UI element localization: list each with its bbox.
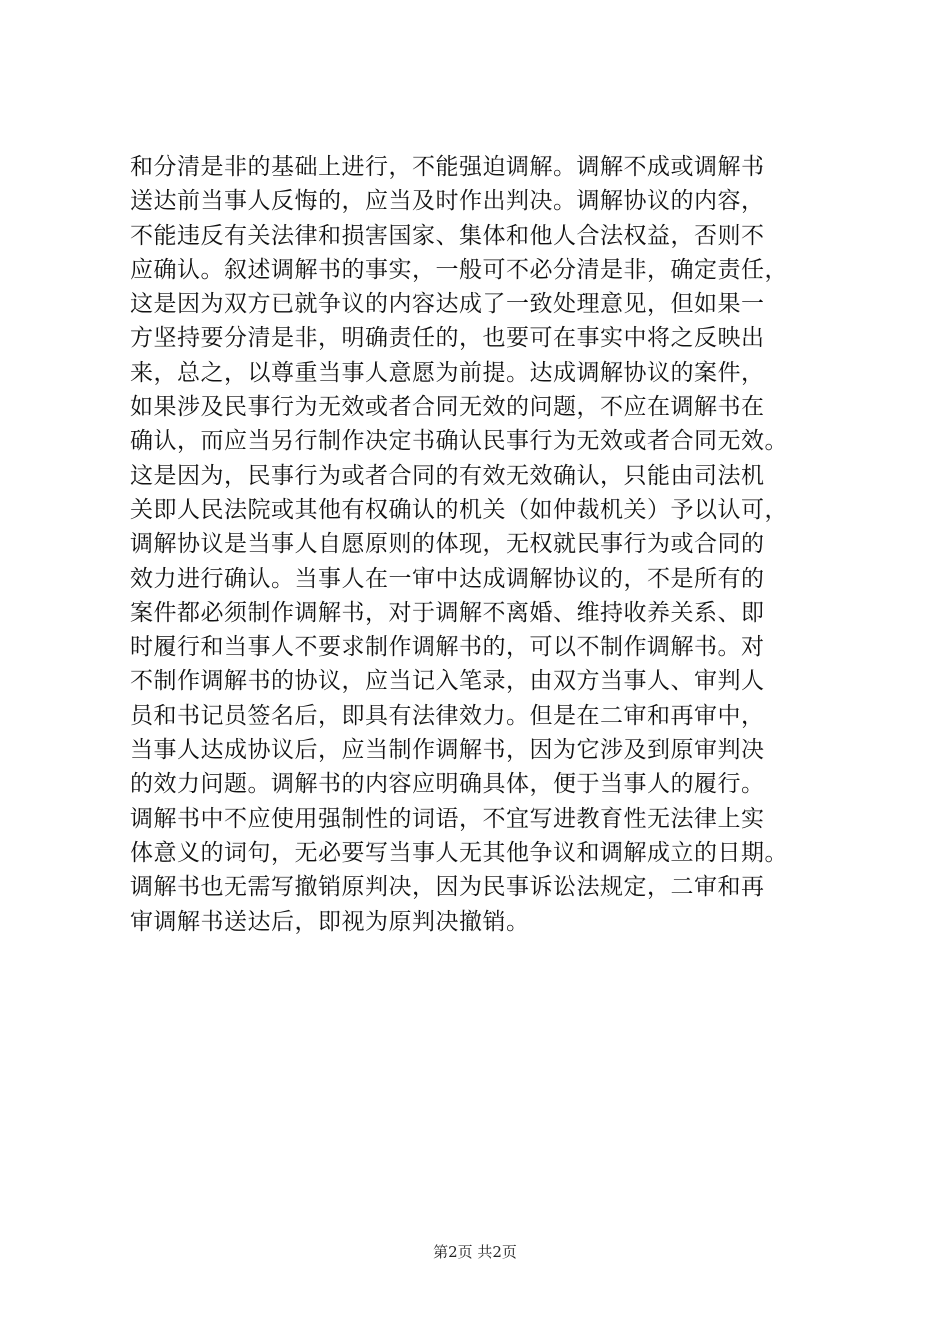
text-line: 不制作调解书的协议，应当记入笔录，由双方当事人、审判人 [130,668,765,695]
text-line: 体意义的词句，无必要写当事人无其他争议和调解成立的日期。 [130,839,788,866]
text-line: 关即人民法院或其他有权确认的机关（如仲裁机关）予以认可， [130,496,788,523]
text-line: 这是因为双方已就争议的内容达成了一致处理意见，但如果一 [130,291,765,318]
text-line: 应确认。叙述调解书的事实，一般可不必分清是非，确定责任， [130,256,788,283]
text-line: 送达前当事人反悔的，应当及时作出判决。调解协议的内容， [130,188,765,215]
text-line: 这是因为，民事行为或者合同的有效无效确认，只能由司法机 [130,462,765,489]
text-line: 调解协议是当事人自愿原则的体现，无权就民事行为或合同的 [130,531,765,558]
text-line: 效力进行确认。当事人在一审中达成调解协议的，不是所有的 [130,565,765,592]
text-line: 方坚持要分清是非，明确责任的，也要可在事实中将之反映出 [130,325,765,352]
text-line: 调解书也无需写撤销原判决，因为民事诉讼法规定，二审和再 [130,874,765,901]
text-line: 当事人达成协议后，应当制作调解书，因为它涉及到原审判决 [130,737,765,764]
text-line: 来，总之，以尊重当事人意愿为前提。达成调解协议的案件， [130,359,765,386]
text-line: 不能违反有关法律和损害国家、集体和他人合法权益，否则不 [130,222,765,249]
text-line: 时履行和当事人不要求制作调解书的，可以不制作调解书。对 [130,634,765,661]
page-number-footer: 第2页 共2页 [433,1243,517,1261]
text-line: 如果涉及民事行为无效或者合同无效的问题，不应在调解书在 [130,394,765,421]
text-line: 调解书中不应使用强制性的词语，不宜写进教育性无法律上实 [130,805,765,832]
text-line: 员和书记员签名后，即具有法律效力。但是在二审和再审中， [130,702,765,729]
text-line: 确认，而应当另行制作决定书确认民事行为无效或者合同无效。 [130,428,788,455]
text-line: 案件都必须制作调解书，对于调解不离婚、维持收养关系、即 [130,599,765,626]
text-line: 的效力问题。调解书的内容应明确具体，便于当事人的履行。 [130,771,765,798]
text-line: 审调解书送达后，即视为原判决撤销。 [130,908,530,935]
text-line: 和分清是非的基础上进行，不能强迫调解。调解不成或调解书 [130,154,765,180]
document-body [130,150,840,939]
